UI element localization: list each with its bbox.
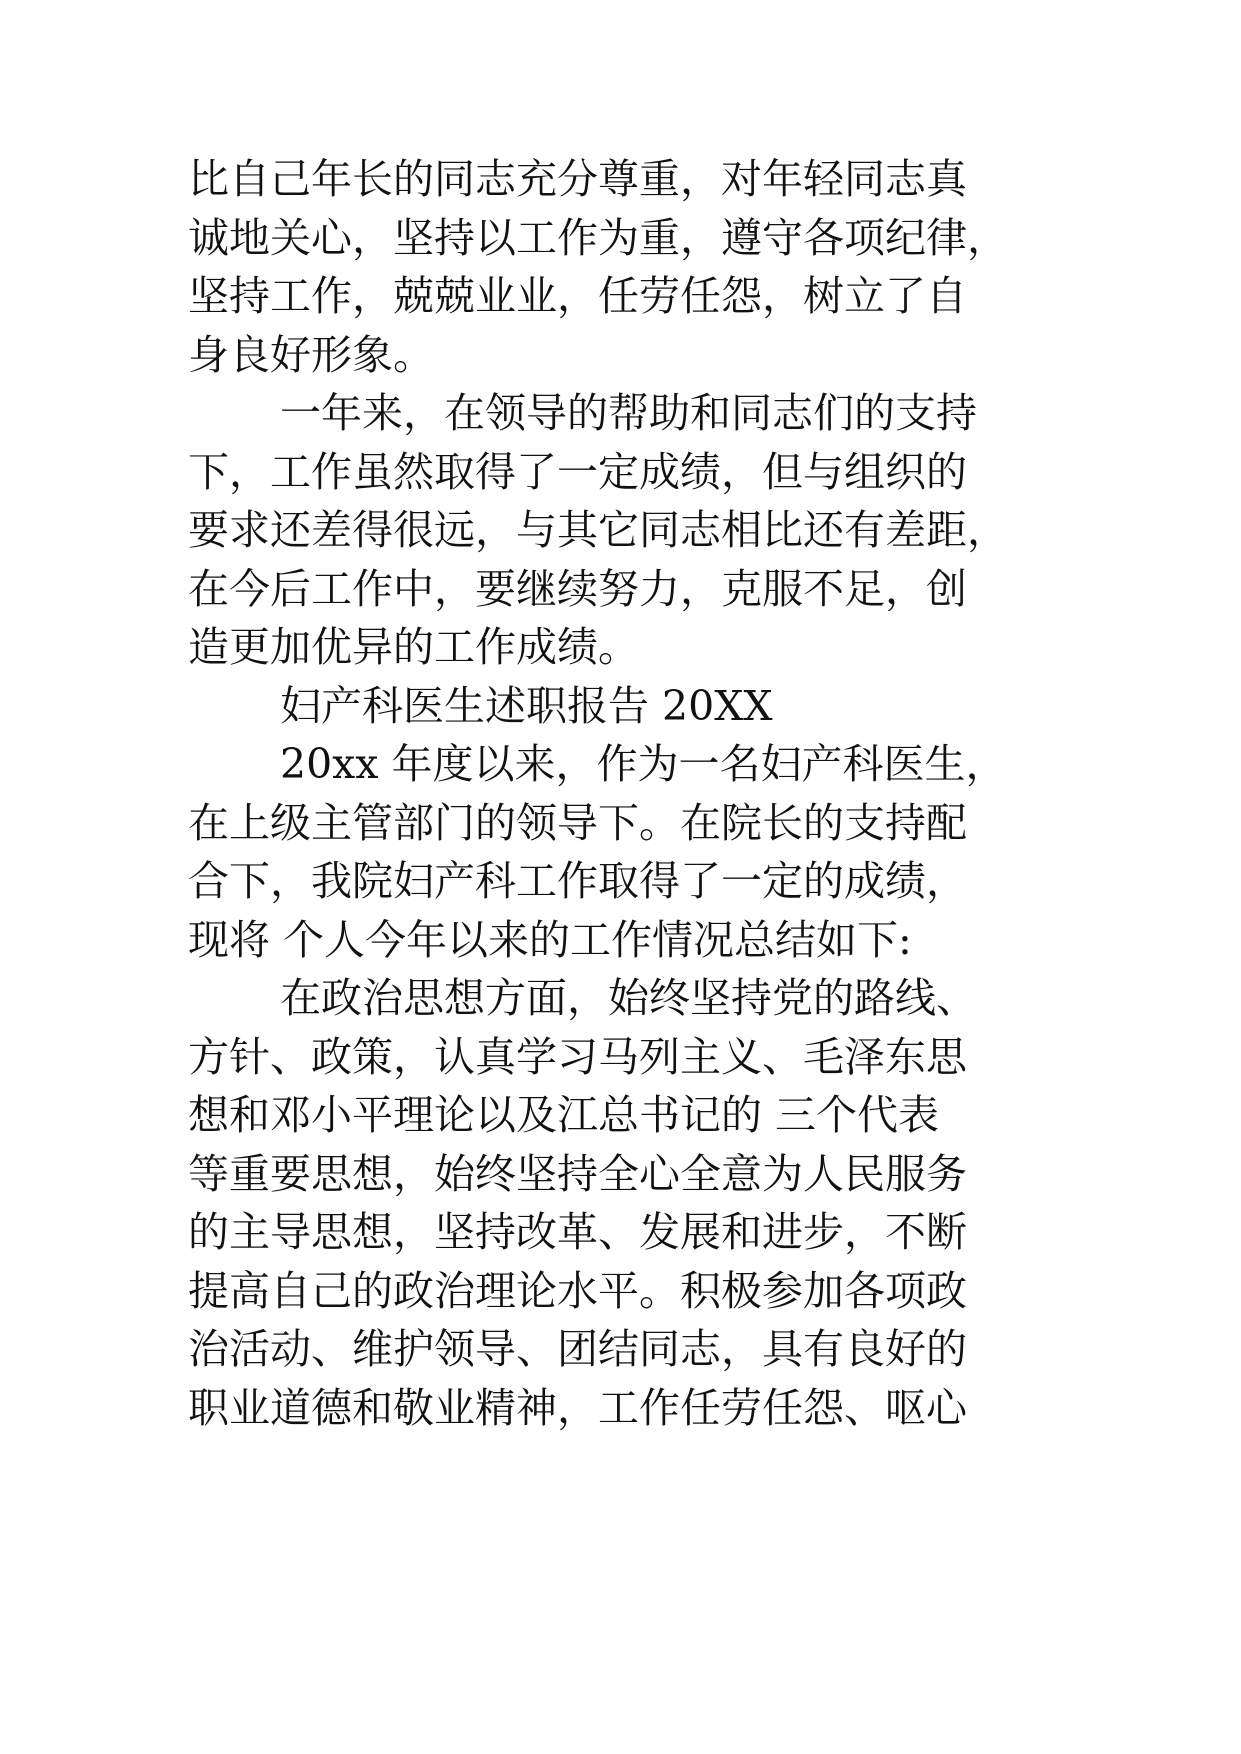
paragraph-first-line: 在政治思想方面，始终坚持党的路线、 (280, 974, 977, 1022)
text-line: 身良好形象。 (188, 330, 434, 379)
text-line: 合下，我院妇产科工作取得了一定的成绩， (188, 857, 967, 905)
section-title: 妇产科医生述职报告 20XX (280, 681, 773, 730)
text-line: 方针、政策，认真学习马列主义、毛泽东思 (188, 1032, 967, 1081)
document-body (188, 150, 1088, 1437)
text-line: 提高自己的政治理论水平。积极参加各项政 (188, 1266, 967, 1315)
text-line: 下，工作虽然取得了一定成绩，但与组织的 (188, 447, 967, 496)
text-line: 在上级主管部门的领导下。在院长的支持配 (188, 798, 967, 847)
text-line: 造更加优异的工作成绩。 (188, 623, 639, 671)
text-line: 现将 个人今年以来的工作情况总结如下: (188, 915, 912, 964)
text-line: 诚地关心，坚持以工作为重，遵守各项纪律， (188, 213, 1008, 262)
text-line: 要求还差得很远，与其它同志相比还有差距， (188, 506, 1008, 554)
text-line: 职业道德和敬业精神，工作任劳任怨、呕心 (188, 1383, 967, 1432)
text-line: 在今后工作中，要继续努力，克服不足，创 (188, 564, 967, 613)
text-line: 坚持工作，兢兢业业，任劳任怨，树立了自 (188, 272, 967, 320)
text-line: 想和邓小平理论以及江总书记的 三个代表 (188, 1091, 940, 1139)
paragraph-first-line: 一年来，在领导的帮助和同志们的支持 (280, 389, 977, 437)
text-line: 比自己年长的同志充分尊重，对年轻同志真 (188, 155, 967, 203)
text-line: 治活动、维护领导、团结同志，具有良好的 (188, 1325, 967, 1373)
text-line: 等重要思想，始终坚持全心全意为人民服务 (188, 1149, 967, 1198)
paragraph-first-line: 20xx 年度以来，作为一名妇产科医生， (280, 740, 1007, 788)
text-line: 的主导思想，坚持改革、发展和进步，不断 (188, 1208, 967, 1256)
